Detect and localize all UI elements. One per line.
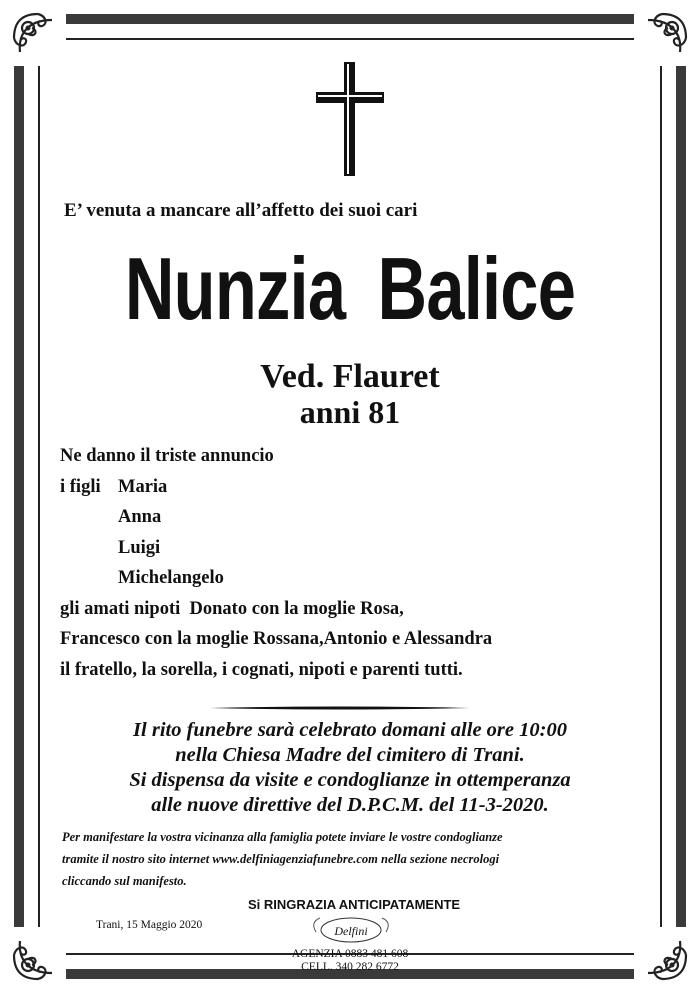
funeral-line: Il rito funebre sarà celebrato domani alle ore 10:00 (133, 719, 567, 741)
child-name: Anna (118, 507, 162, 527)
funeral-line: Si dispensa da visite e condoglianze in ottemperanza (129, 769, 571, 791)
agency-contacts (0, 948, 700, 974)
children-label: i figli (60, 476, 101, 497)
condolence-note (62, 826, 652, 892)
cross-icon (316, 62, 384, 176)
announcement-line: il fratello, la sorella, i cognati, nipoti e parenti tutti. (60, 659, 463, 680)
funeral-info (0, 718, 700, 818)
note-line: cliccando sul manifesto. (62, 874, 187, 888)
thanks-text: Si RINGRAZIA ANTICIPATAMENTE (248, 897, 461, 912)
logo-text: Delfini (334, 924, 368, 938)
note-line: tramite il nostro sito internet www.delfiniagenziafunebre.com nella sezione necrologi (62, 852, 500, 866)
age: anni 81 (299, 394, 401, 430)
corner-ornament-icon (8, 8, 66, 66)
announcement-line: gli amati nipoti Donato con la moglie Rosa, (60, 598, 404, 619)
note-line: Per manifestare la vostra vicinanza alla famiglia potete inviare le vostre condoglianze (62, 830, 503, 844)
funeral-line: nella Chiesa Madre del cimitero di Trani. (175, 744, 525, 766)
widow-of: Ved. Flauret (260, 358, 440, 395)
agency-logo (296, 912, 406, 946)
announcement-line: Ne danno il triste annuncio (60, 446, 274, 466)
child-name: Luigi (118, 537, 161, 558)
divider (210, 697, 470, 701)
children-line (60, 472, 492, 503)
agency-cell: CELL. 340 282 6772 (301, 961, 399, 973)
funeral-line: alle nuove direttive del D.P.C.M. del 11-3-2020. (151, 794, 549, 816)
deceased-name: Nunzia Balice (124, 239, 576, 338)
date-text: Trani, 15 Maggio 2020 (96, 919, 203, 931)
announcement (60, 441, 492, 685)
agency-phone: AGENZIA 0883 481 608 (291, 948, 409, 960)
corner-ornament-icon (634, 8, 692, 66)
child-name: Michelangelo (118, 568, 224, 588)
intro-text: E’ venuta a mancare all’affetto dei suoi cari (64, 200, 418, 221)
child-name: Maria (118, 476, 168, 497)
announcement-line: Francesco con la moglie Rossana,Antonio e Alessandra (60, 629, 493, 649)
